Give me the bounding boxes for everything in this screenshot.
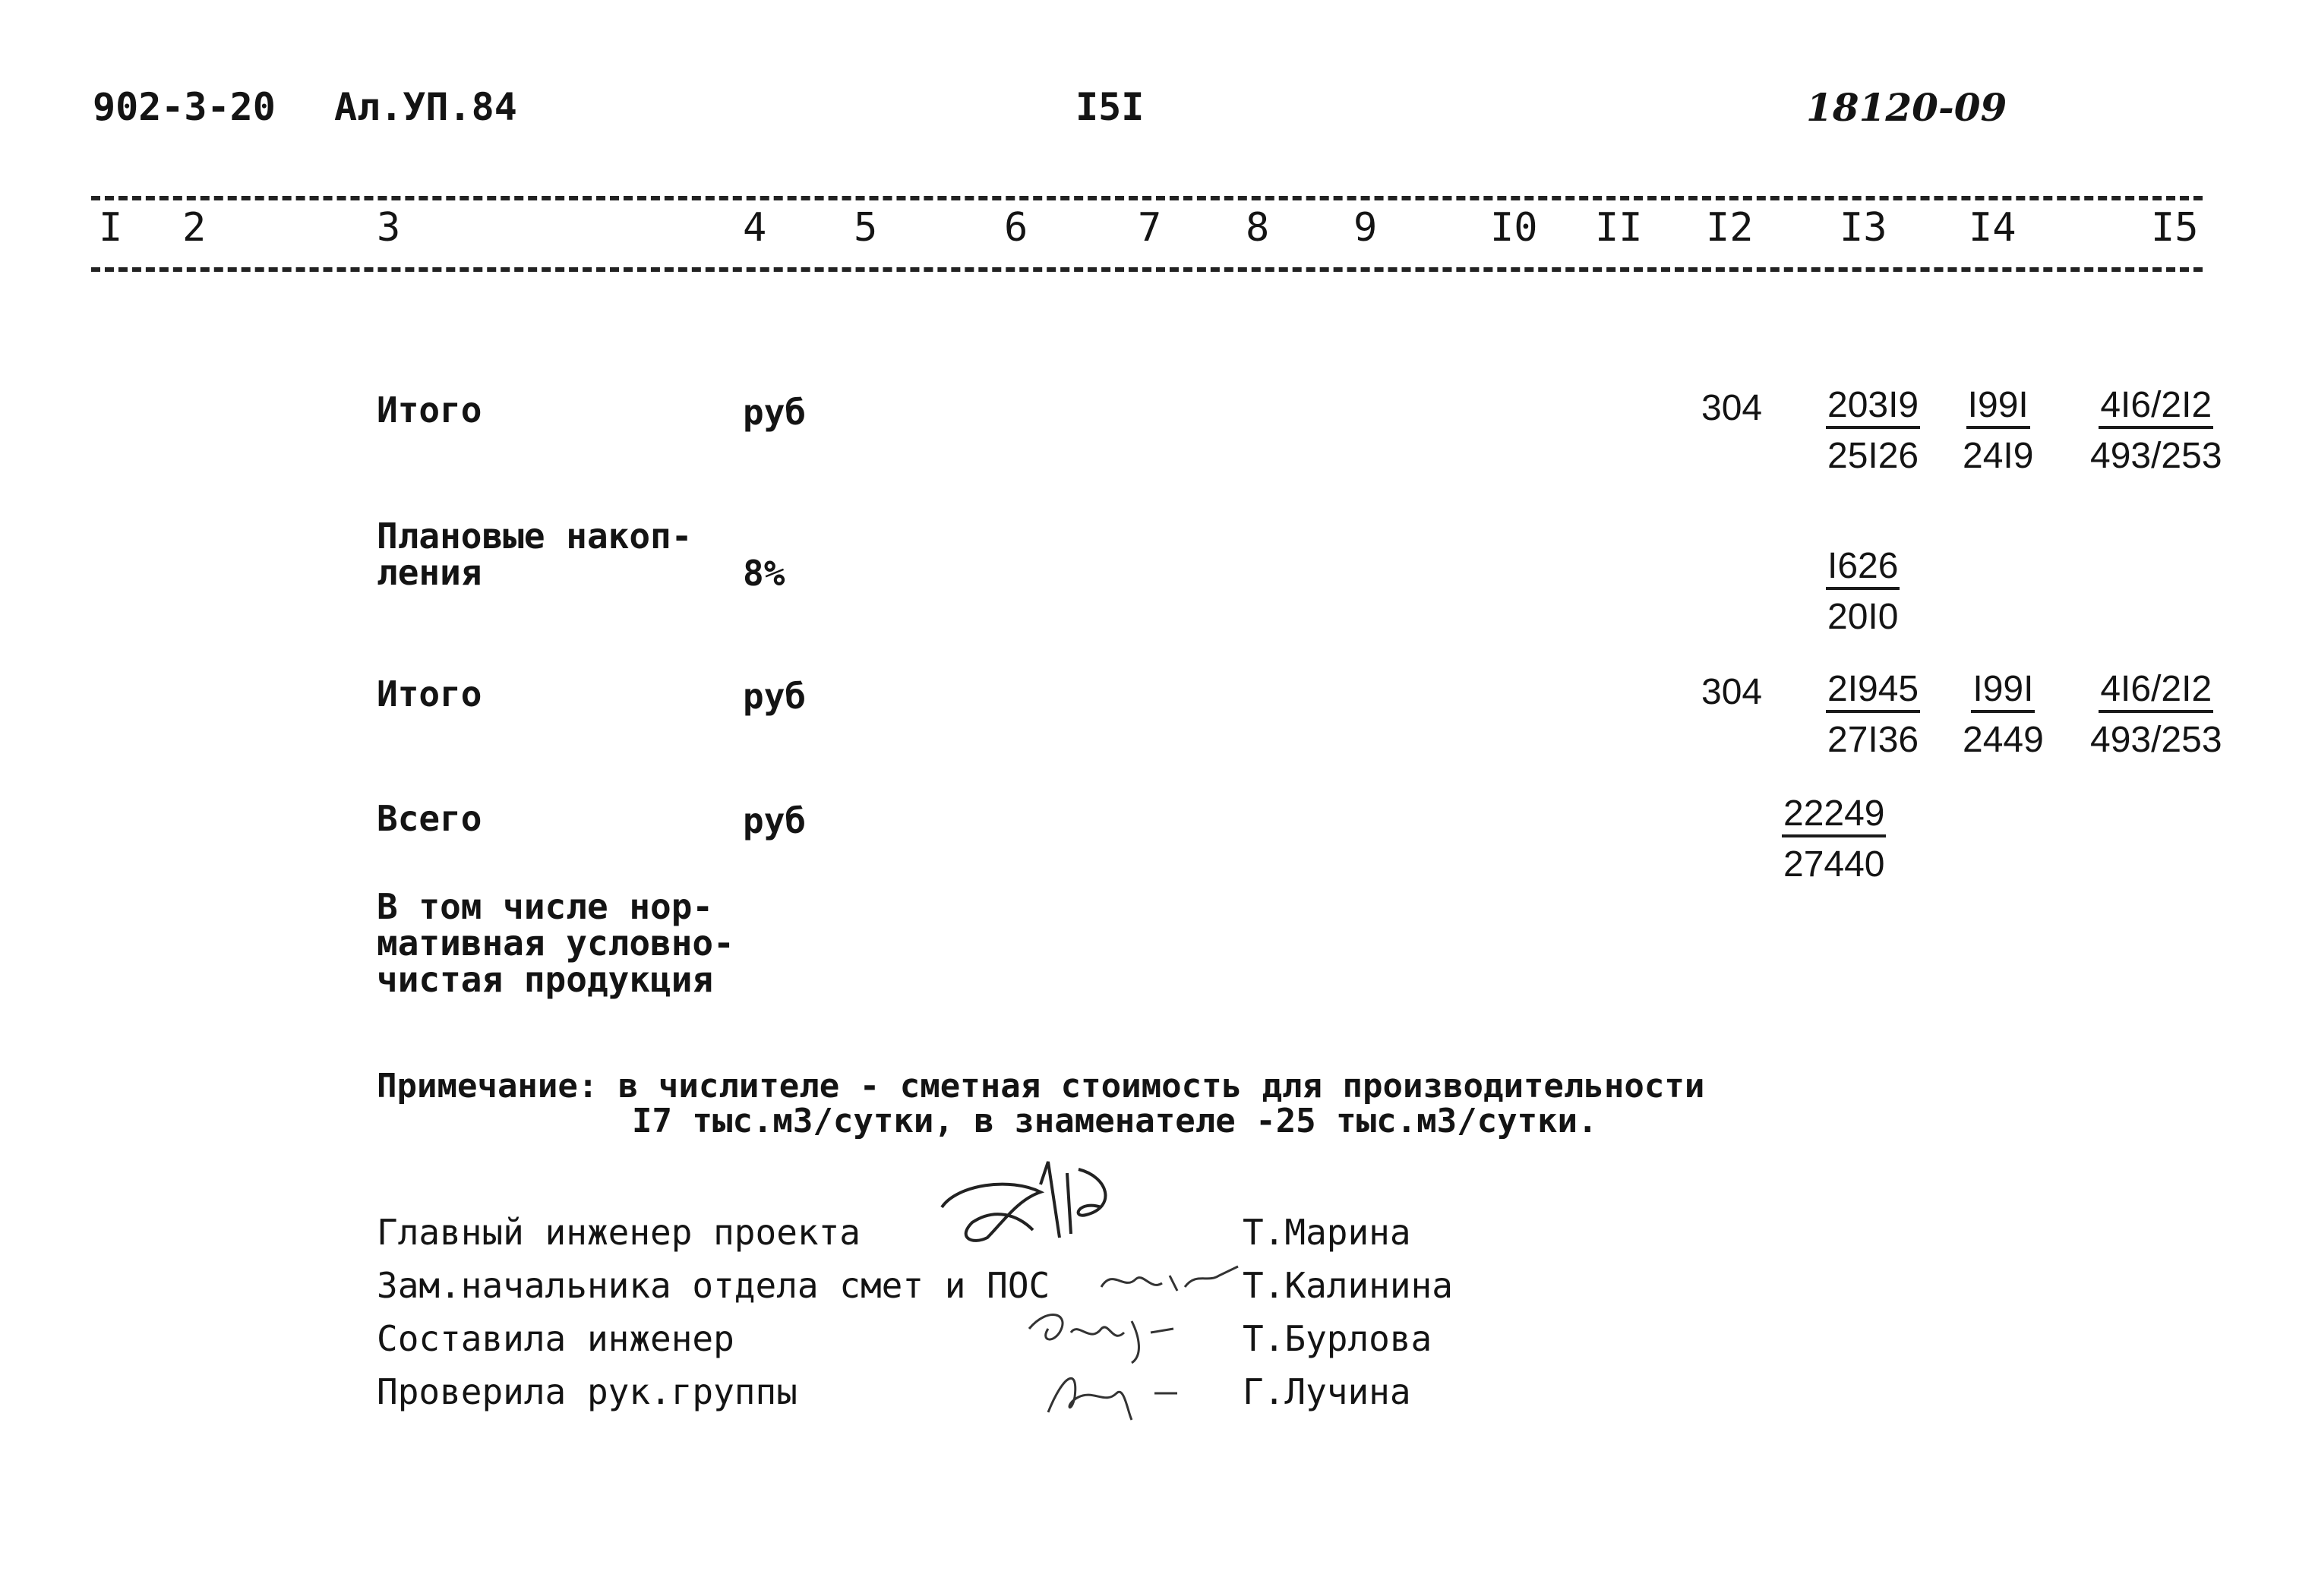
cell-col13-fraction — [1826, 545, 1900, 638]
handwritten-signature-4 — [1033, 1359, 1185, 1427]
row-unit: руб — [743, 392, 807, 433]
bottom-dashed-rule — [91, 267, 2203, 272]
top-dashed-rule — [91, 196, 2203, 200]
cell-col12: 304 — [1701, 388, 1763, 428]
row-label-line: мативная условно- — [377, 923, 734, 964]
signature-role: Зам.начальника отдела смет и ПОС — [377, 1265, 1050, 1306]
column-number: I0 — [1490, 205, 1538, 251]
cell-col13-fraction — [1826, 384, 1920, 477]
row-unit: руб — [743, 676, 807, 717]
numerator: I626 — [1826, 545, 1900, 590]
cell-col12: 304 — [1701, 672, 1763, 712]
column-number: I5 — [2151, 205, 2199, 251]
column-number: I — [99, 205, 123, 251]
row-label: Итого — [377, 673, 482, 714]
numerator: I99I — [1971, 668, 2035, 713]
column-number: I3 — [1840, 205, 1887, 251]
denominator: 20I0 — [1827, 597, 1899, 637]
note-line: I7 тыс.м3/сутки, в знаменателе -25 тыс.м3/сутки. — [632, 1102, 1598, 1140]
row-label: Всего — [377, 798, 482, 839]
doc-code: 902-3-20 — [93, 85, 276, 129]
numerator: 22249 — [1782, 793, 1886, 837]
denominator: 25I26 — [1827, 436, 1919, 476]
cell-col15-fraction — [2090, 384, 2222, 477]
signature-name: Т.Марина — [1243, 1212, 1411, 1253]
row-label: Итого — [377, 390, 482, 431]
signature-name: Г.Лучина — [1243, 1371, 1411, 1412]
album-code: Ал.УП.84 — [334, 85, 517, 129]
numerator: 4I6/2I2 — [2099, 668, 2213, 713]
note-line: Примечание: в числителе - сметная стоимость для производительности — [377, 1067, 1705, 1106]
cell-col15-fraction — [2090, 668, 2222, 761]
row-label-line: чистая продукция — [377, 959, 714, 1000]
denominator: 27440 — [1783, 844, 1885, 885]
numerator: I99I — [1966, 384, 2030, 429]
cell-col14-fraction — [1963, 668, 2044, 761]
numerator: 4I6/2I2 — [2099, 384, 2213, 429]
cell-col13-fraction — [1826, 668, 1920, 761]
archive-number: 18120-09 — [1806, 85, 2007, 130]
column-number: 6 — [1004, 205, 1028, 251]
numerator: 2I945 — [1826, 668, 1920, 713]
column-number: II — [1595, 205, 1643, 251]
column-number: I2 — [1706, 205, 1754, 251]
numerator: 203I9 — [1826, 384, 1920, 429]
signature-name: Т.Калинина — [1243, 1265, 1453, 1306]
row-label-line: Плановые накоп- — [377, 516, 693, 557]
denominator: 493/253 — [2090, 720, 2222, 760]
column-number: 4 — [743, 205, 767, 251]
grand-total-fraction — [1782, 793, 1886, 885]
signature-name: Т.Бурлова — [1243, 1318, 1432, 1359]
denominator: 27I36 — [1827, 720, 1919, 760]
row-unit: руб — [743, 800, 807, 841]
denominator: 2449 — [1963, 720, 2044, 760]
denominator: 24I9 — [1963, 436, 2034, 476]
denominator: 493/253 — [2090, 436, 2222, 476]
signature-role: Составила инженер — [377, 1318, 734, 1359]
column-number: 5 — [854, 205, 878, 251]
row-label-line: ления — [377, 552, 482, 593]
column-number: 8 — [1246, 205, 1270, 251]
column-number: 7 — [1138, 205, 1162, 251]
signature-role: Проверила рук.группы — [377, 1371, 797, 1412]
column-number: 3 — [377, 205, 401, 251]
handwritten-signature-1 — [927, 1154, 1154, 1268]
row-label-line: В том числе нор- — [377, 886, 714, 927]
column-number: 9 — [1353, 205, 1378, 251]
row-unit: 8% — [743, 553, 785, 594]
handwritten-signature-3 — [1018, 1298, 1185, 1367]
signature-role: Главный инженер проекта — [377, 1212, 861, 1253]
column-number: 2 — [182, 205, 207, 251]
page-number: I5I — [1075, 85, 1145, 129]
cell-col14-fraction — [1963, 384, 2033, 477]
column-number: I4 — [1969, 205, 2017, 251]
